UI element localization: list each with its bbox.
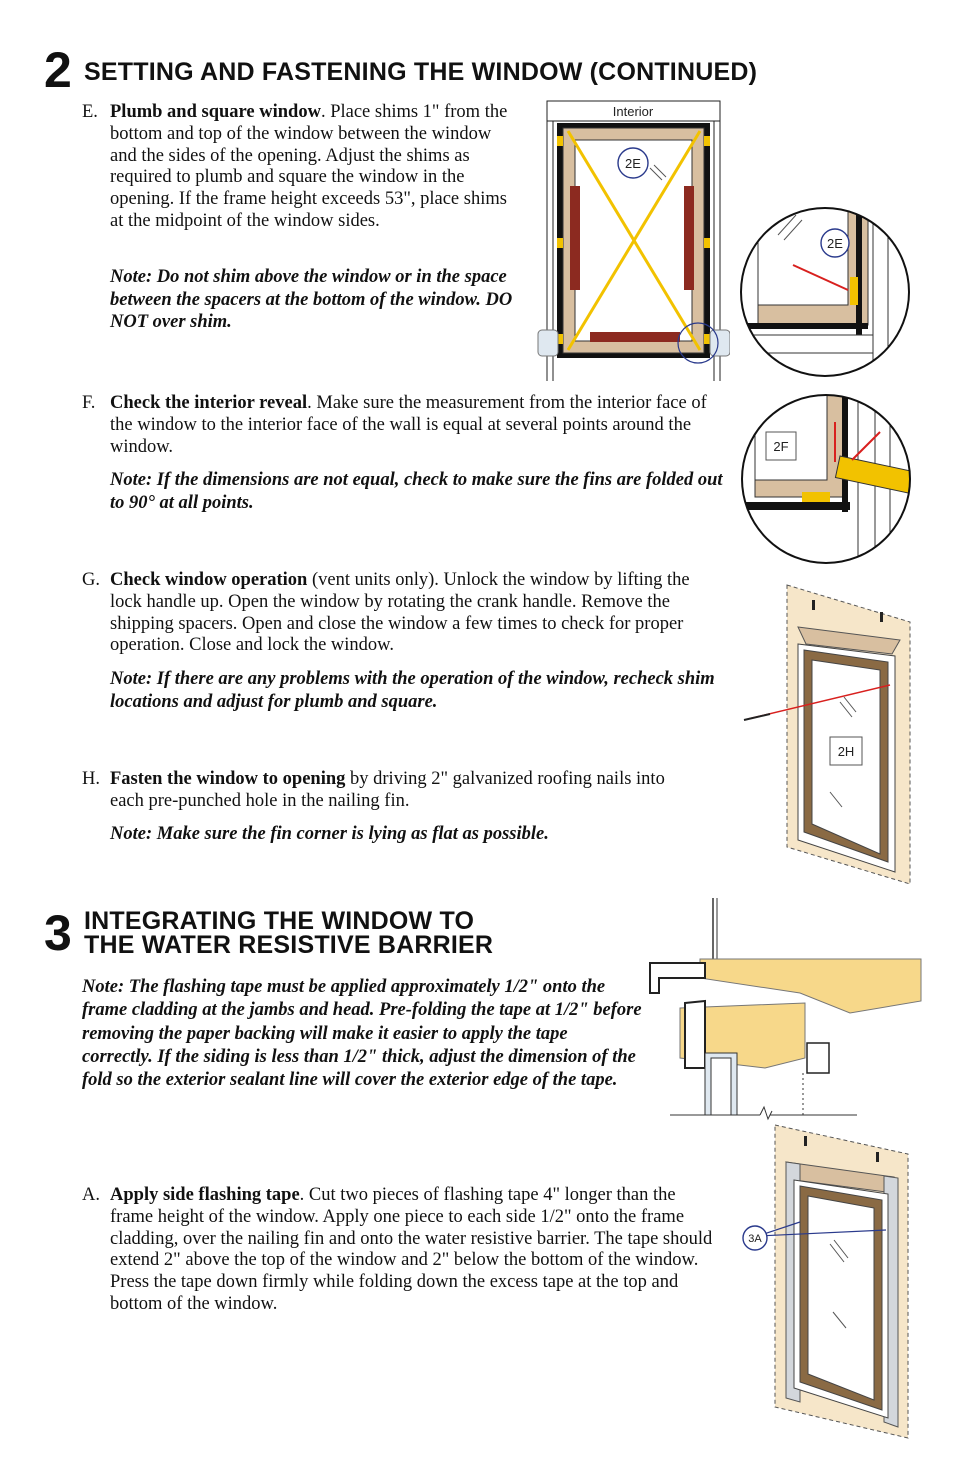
item-e-note: Note: Do not shim above the window or in the space between the spacers at the bottom of the window. DO NOT over shim.	[110, 267, 513, 332]
figure-3a-window	[738, 1122, 918, 1442]
item-3a-text: . Cut two pieces of flashing tape 4" longer than the frame height of the window. Apply one piece to each side 1/2" onto the frame cladding, over the nailing fin and onto the water resistive barrier. The tape should extend 2" above the top of the window and 2" below the bottom of the window. Press the tape down firmly while folding down the excess tape at the top and bottom of the window.	[110, 1185, 713, 1314]
item-h-text: by driving 2" galvanized roofing nails into each pre-punched hole in the nailing fin.	[110, 769, 665, 811]
item-f	[82, 393, 730, 458]
item-g	[82, 570, 725, 657]
section-3-title	[84, 909, 604, 957]
section-3-title-line1: INTEGRATING THE WINDOW TO	[84, 907, 475, 935]
item-g-text: (vent units only). Unlock the window by lifting the lock handle up. Open the window by rotating the crank handle. Remove the shipping spacers. Open and close the window a few times to check for proper operation. Close and lock the window.	[110, 570, 690, 656]
item-e-letter: E.	[82, 102, 98, 122]
item-f-letter: F.	[82, 393, 96, 413]
item-3a	[82, 1185, 722, 1316]
item-e-lead: Plumb and square window	[110, 102, 321, 122]
item-h	[82, 769, 670, 813]
item-h-letter: H.	[82, 769, 100, 789]
section-3-number: 3	[44, 905, 72, 961]
callout-3a: 3A	[748, 1233, 762, 1245]
figure-2e-window	[530, 98, 730, 383]
callout-2e-detail: 2E	[827, 236, 843, 251]
figure-2e-detail	[738, 205, 913, 380]
item-h-note: Note: Make sure the fin corner is lying as flat as possible.	[110, 824, 549, 844]
figure-2f-detail	[740, 392, 912, 567]
item-3a-lead: Apply side flashing tape	[110, 1185, 300, 1205]
item-h-lead: Fasten the window to opening	[110, 769, 346, 789]
callout-2f: 2F	[773, 439, 789, 454]
item-3a-letter: A.	[82, 1185, 100, 1205]
item-e-text: . Place shims 1" from the bottom and top of the window between the window and the sides of the opening. Adjust the shims as required to plumb and square the window in the opening. If the frame height exceeds 53", place shims at the midpoint of the window sides.	[110, 102, 508, 231]
section-3-intro-note: Note: The flashing tape must be applied approximately 1/2" onto the frame cladding at the jambs and head. Pre-folding the tape at 1/2" before removing the paper backing will make it easier to apply the tape correctly. If the siding is less than 1/2" thick, adjust the dimension of the fold so the exterior sealant line will cover the exterior edge of the tape.	[82, 977, 642, 1091]
item-g-lead: Check window operation	[110, 570, 308, 590]
item-g-note: Note: If there are any problems with the operation of the window, recheck shim locations and adjust for plumb and square.	[110, 669, 715, 712]
callout-2h: 2H	[837, 744, 855, 759]
interior-label: Interior	[612, 104, 654, 119]
item-f-text: . Make sure the measurement from the interior face of the window to the interior face of the wall is equal at several points around the window.	[110, 393, 707, 457]
figure-2h-window	[740, 582, 915, 887]
figure-3-cross-section	[645, 893, 925, 1123]
item-g-letter: G.	[82, 570, 100, 590]
item-e	[82, 102, 522, 233]
section-2-title: SETTING AND FASTENING THE WINDOW (CONTINUED)	[84, 58, 758, 86]
item-f-lead: Check the interior reveal	[110, 393, 308, 413]
callout-2e: 2E	[625, 156, 641, 171]
section-2-number: 2	[44, 42, 72, 98]
section-3-title-line2: THE WATER RESISTIVE BARRIER	[84, 931, 494, 959]
item-f-note: Note: If the dimensions are not equal, check to make sure the fins are folded out to 90° at all points.	[110, 470, 723, 513]
